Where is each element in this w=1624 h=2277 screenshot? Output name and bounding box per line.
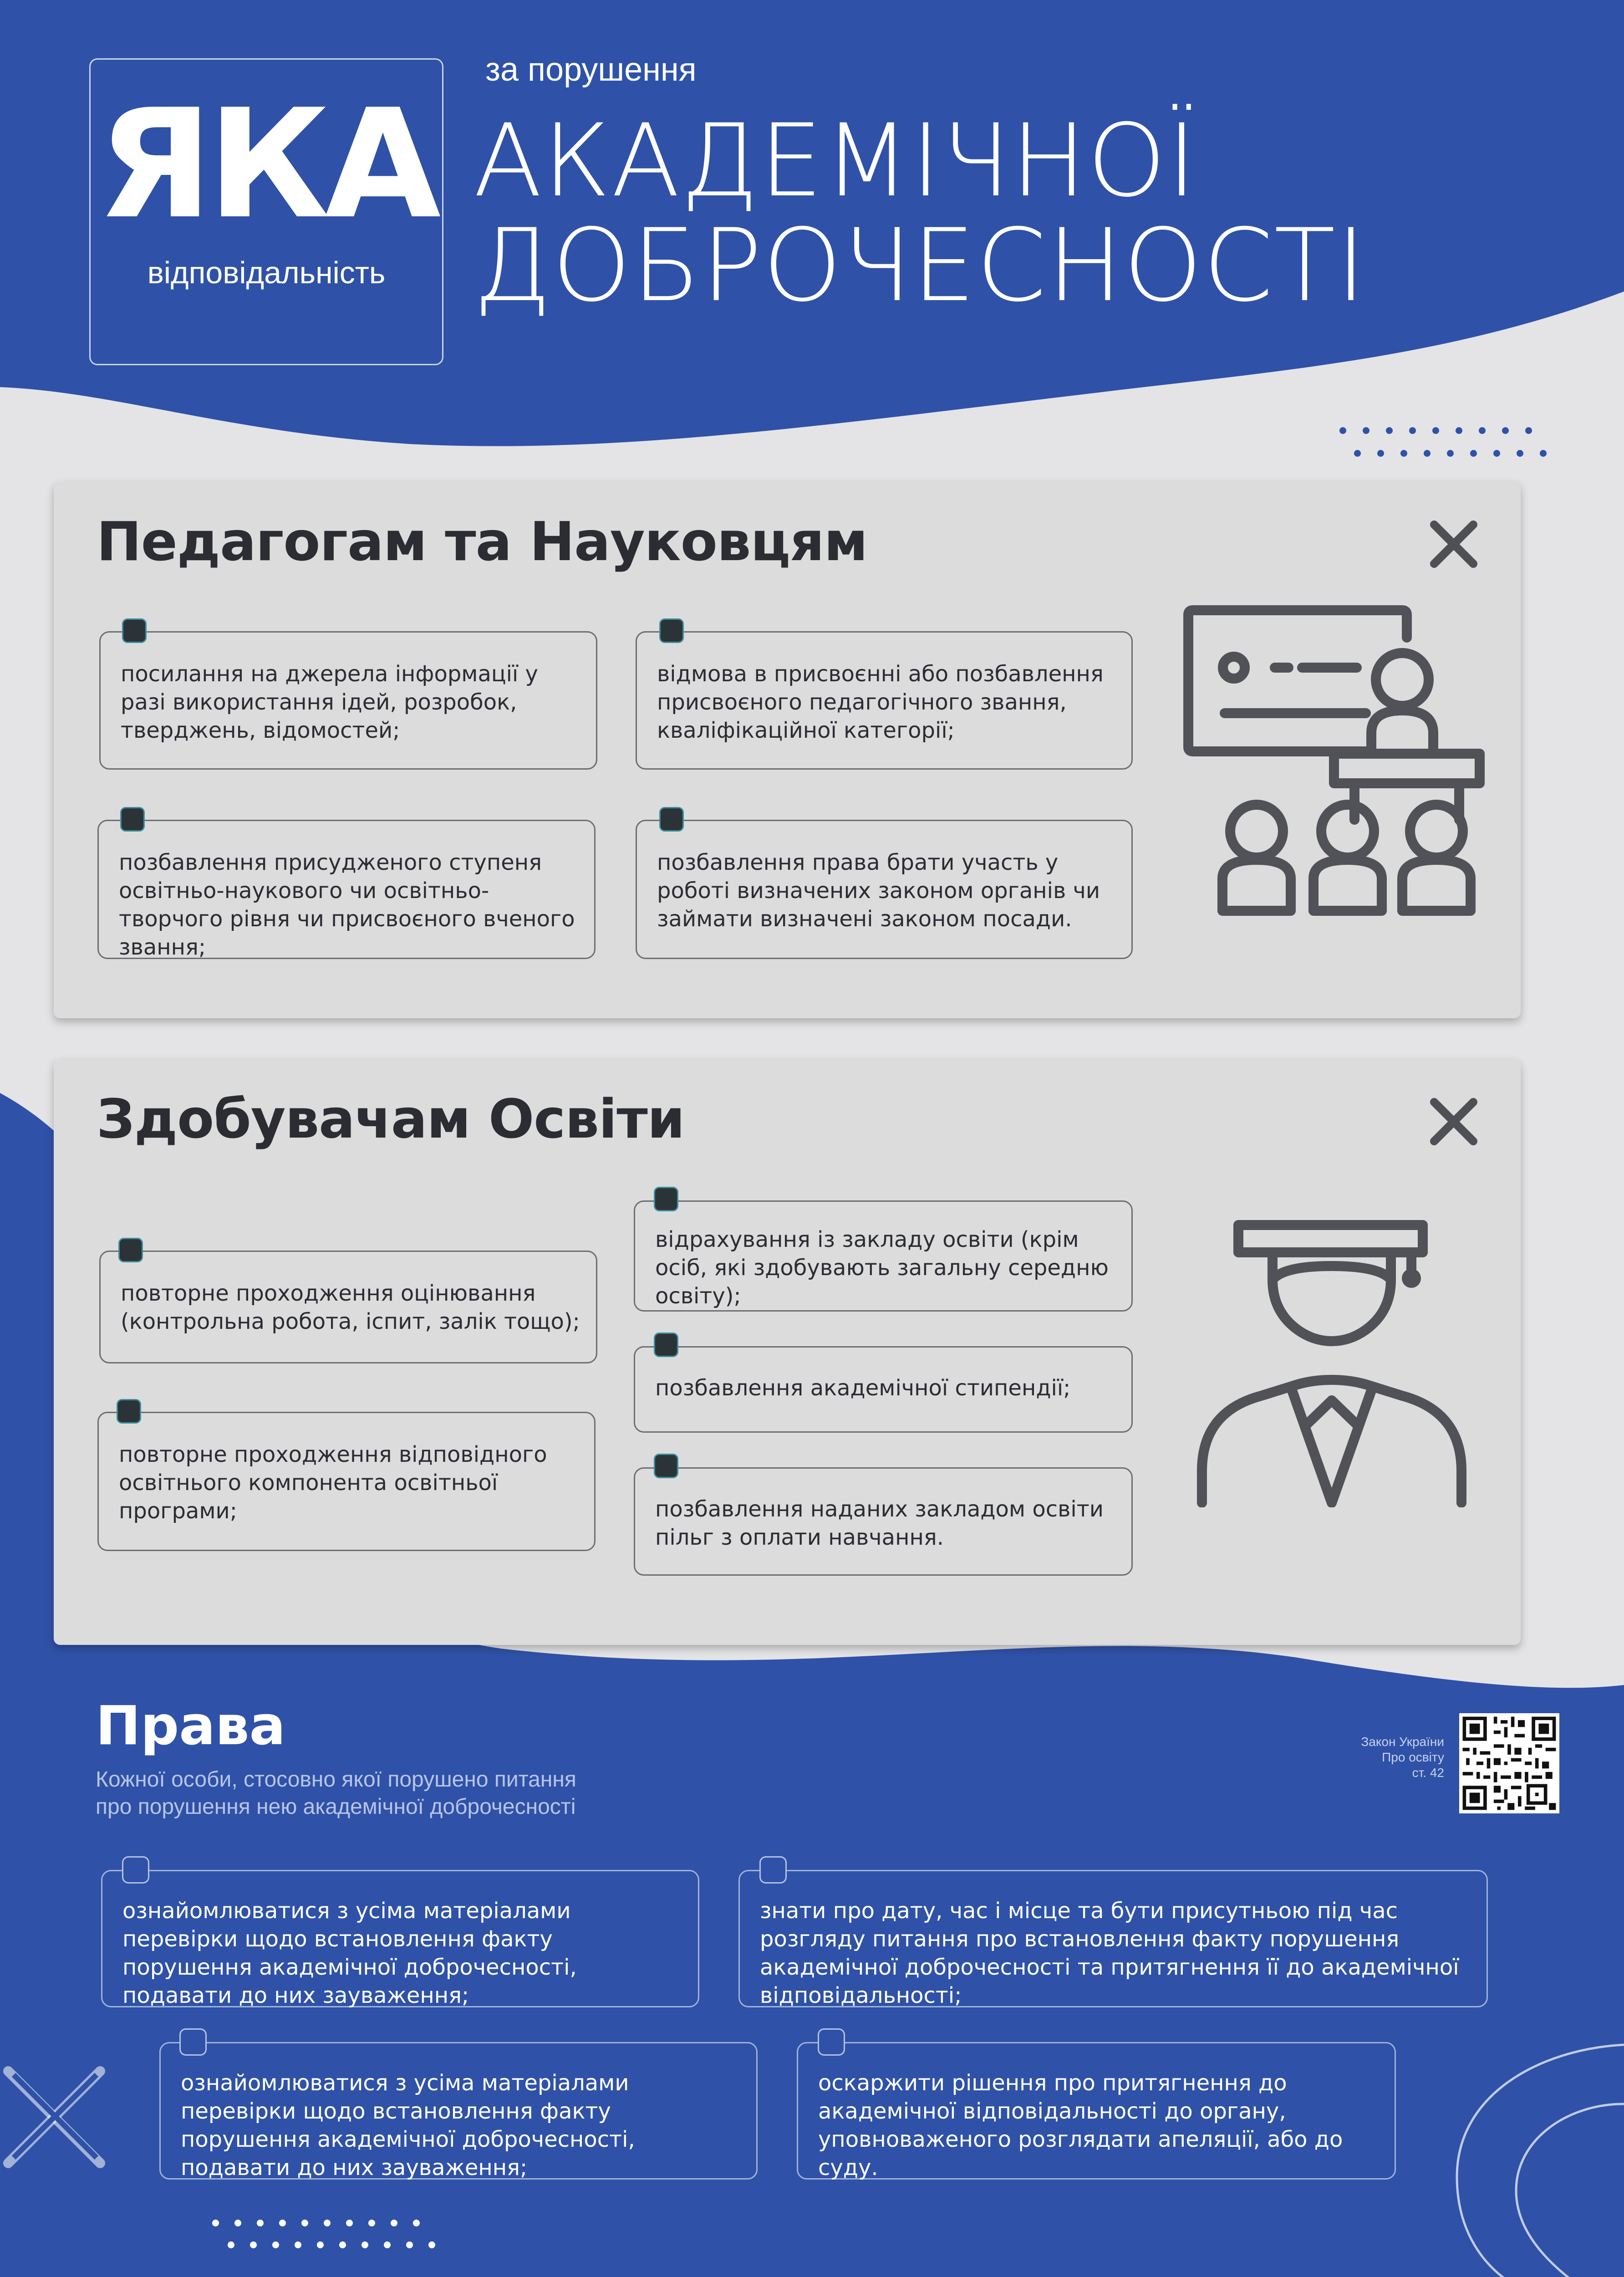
law-reference-line1: Закон України	[1361, 1735, 1444, 1749]
bullet-icon	[118, 1238, 143, 1262]
educators-card	[636, 631, 1133, 770]
card-text: позбавлення права брати участь у роботі визначених законом органів чи займати визначені законом посади.	[657, 850, 1100, 932]
card-text: позбавлення академічної стипендії;	[655, 1375, 1071, 1401]
law-reference-line3: ст. 42	[1412, 1766, 1444, 1780]
card-text: повторне проходження відповідного освітнього компонента освітньої програми;	[119, 1442, 547, 1524]
rights-card	[101, 1870, 699, 2007]
bullet-icon	[818, 2028, 845, 2056]
card-text: посилання на джерела інформації у разі використання ідей, розробок, тверджень, відомостей;	[121, 661, 538, 743]
students-card	[99, 1251, 597, 1363]
bullet-icon	[120, 807, 145, 832]
educators-title: Педагогам та Науковцям	[97, 510, 868, 573]
header-yaka-subtitle: відповідальність	[147, 255, 386, 290]
bullet-icon	[122, 1856, 149, 1884]
educators-card	[97, 820, 596, 959]
rights-card	[738, 1870, 1488, 2007]
rights-subtitle	[96, 1766, 576, 1821]
card-text: повторне проходження оцінювання (контрольна робота, іспит, залік тощо);	[121, 1281, 580, 1334]
dots-decoration	[1354, 450, 1547, 457]
qr-code-icon[interactable]	[1459, 1713, 1559, 1813]
close-icon	[1429, 519, 1479, 569]
educators-card	[636, 820, 1133, 959]
card-text: оскаржити рішення про притягнення до академічної відповідальності до органу, уповноваженого розглядати апеляції, або до суду.	[818, 2070, 1343, 2180]
students-card	[634, 1200, 1133, 1312]
rights-card	[159, 2042, 758, 2180]
students-card	[97, 1412, 596, 1551]
card-text: відрахування із закладу освіти (крім осіб, які здобувають загальну середню освіту);	[655, 1227, 1109, 1309]
card-text: ознайомлюватися з усіма матеріалами перевірки щодо встановлення факту порушення академічної доброчесності, подавати до них зауваження;	[181, 2070, 635, 2180]
bullet-icon	[117, 1399, 141, 1424]
header-small-title: за порушення	[485, 51, 697, 88]
rights-title: Права	[96, 1694, 286, 1757]
bullet-icon	[122, 618, 147, 643]
rights-subtitle-line1: Кожної особи, стосовно якої порушено питання	[96, 1767, 576, 1792]
close-icon	[1429, 1097, 1479, 1147]
bullet-icon	[654, 1187, 678, 1211]
card-text: ознайомлюватися з усіма матеріалами перевірки щодо встановлення факту порушення академічної доброчесності, подавати до них зауваження;	[122, 1898, 577, 2008]
students-card	[634, 1346, 1133, 1433]
card-text: позбавлення наданих закладом освіти пільг з оплати навчання.	[655, 1496, 1104, 1550]
header-yaka: ЯКА	[97, 77, 436, 252]
card-text: знати про дату, час і місце та бути присутньою під час розгляду питання про встановлення факту порушення академічної доброчесності та притягнення її до академічної відповідальності;	[760, 1898, 1459, 2008]
rights-card	[797, 2042, 1396, 2180]
header-big-title-line1: АКАДЕМІЧНОЇ	[473, 102, 1198, 219]
bullet-icon	[654, 1333, 678, 1357]
bullet-icon	[654, 1454, 678, 1478]
teacher-audience-icon	[1179, 601, 1493, 920]
card-text: відмова в присвоєнні або позбавлення присвоєного педагогічного звання, кваліфікаційної категорії;	[657, 661, 1104, 743]
dots-decoration	[212, 2220, 420, 2226]
law-reference-line2: Про освіту	[1382, 1750, 1444, 1764]
header-big-title-line2: ДОБРОЧЕСНОСТІ	[473, 207, 1367, 324]
rights-subtitle-line2: про порушення нею академічної доброчесності	[96, 1795, 576, 1819]
educators-card	[99, 631, 597, 770]
bullet-icon	[179, 2028, 207, 2056]
dots-decoration	[1339, 427, 1532, 434]
bullet-icon	[659, 618, 684, 643]
bullet-icon	[759, 1856, 787, 1884]
graduate-icon	[1193, 1216, 1471, 1507]
students-card	[634, 1467, 1133, 1576]
students-title: Здобувачам Освіти	[97, 1087, 685, 1150]
card-text: позбавлення присудженого ступеня освітньо-наукового чи освітньо-творчого рівня чи присвоєного вченого звання;	[119, 850, 575, 960]
law-reference	[1361, 1734, 1444, 1781]
bullet-icon	[659, 807, 684, 832]
dots-decoration	[228, 2241, 435, 2248]
